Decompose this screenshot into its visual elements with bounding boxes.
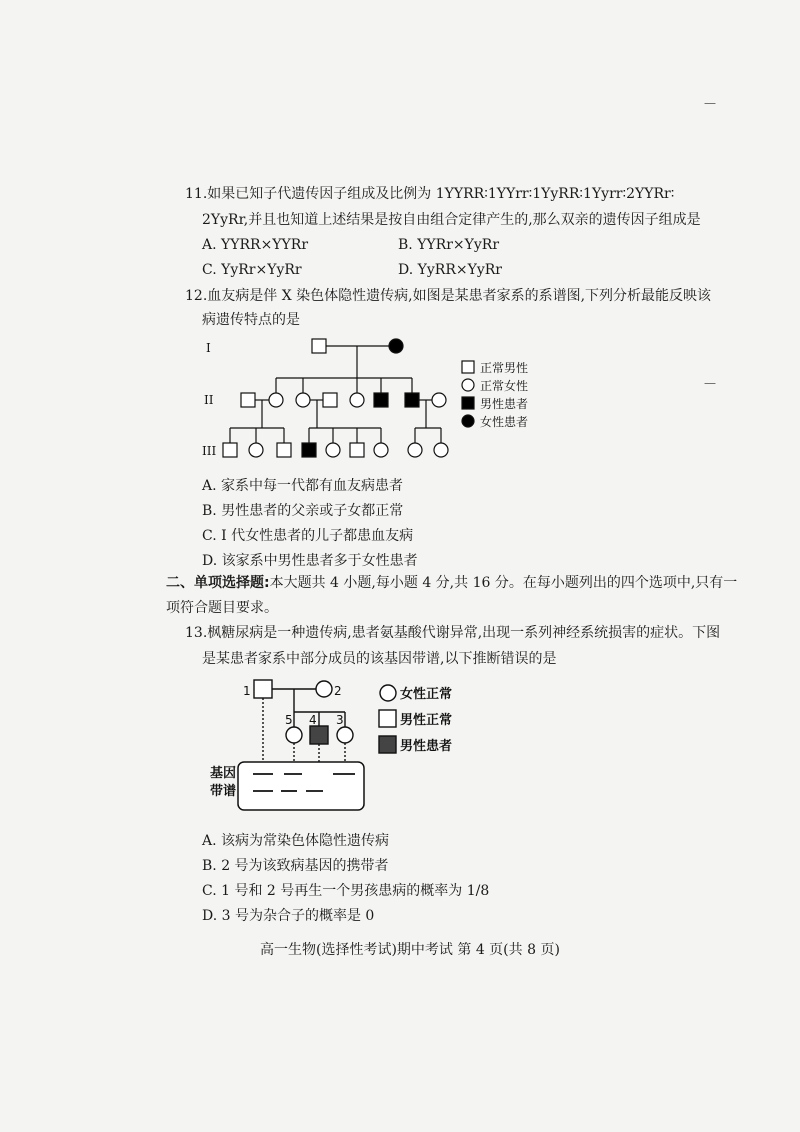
gen-label-1: I: [206, 341, 211, 355]
q11-stem-line1: 11.如果已知子代遗传因子组成及比例为 1YYRR∶1YYrr∶1YyRR∶1Yyrr∶2YYRr∶: [185, 186, 675, 202]
q13-option-a: A. 该病为常染色体隐性遗传病: [202, 833, 390, 849]
person-1-male-normal: [254, 680, 272, 698]
q12-stem-line1: 12.血友病是伴 X 染色体隐性遗传病,如图是某患者家系的系谱图,下列分析最能反映该: [185, 288, 712, 304]
q11-option-d: D. YyRR×YyRr: [398, 262, 502, 278]
q11-stem-line2: 2YyRr,并且也知道上述结果是按自由组合定律产生的,那么双亲的遗传因子组成是: [202, 212, 701, 228]
legend-male-affected: 男性患者: [480, 397, 529, 411]
section2-line2: 项符合题目要求。: [166, 600, 278, 616]
person-label-5: 5: [285, 713, 293, 727]
q12-option-b: B. 男性患者的父亲或子女都正常: [202, 503, 404, 519]
q13-stem-line1: 13.枫糖尿病是一种遗传病,患者氨基酸代谢异常,出现一系列神经系统损害的症状。下图: [185, 625, 721, 641]
person-2-female-normal: [316, 681, 332, 697]
q13-option-d: D. 3 号为杂合子的概率是 0: [202, 908, 375, 924]
q13-legend-male-affected: 男性患者: [400, 739, 453, 754]
q12-option-c: C. I 代女性患者的儿子都患血友病: [202, 528, 414, 544]
person-label-3: 3: [336, 713, 344, 727]
person-label-4: 4: [309, 713, 317, 727]
gen-label-3: III: [202, 444, 217, 458]
q12-option-a: A. 家系中每一代都有血友病患者: [202, 478, 404, 494]
section2-instructions: 本大题共 4 小题,每小题 4 分,共 16 分。在每小题列出的四个选项中,只有一: [269, 575, 738, 591]
person-3-female-normal: [337, 727, 353, 743]
band-label-gene: 基因: [210, 766, 237, 781]
legend-male-normal: 正常男性: [480, 361, 529, 375]
person-4-male-affected: [310, 726, 328, 744]
band-label-spectrum: 带谱: [210, 784, 237, 799]
margin-mark-mid: —: [704, 376, 716, 390]
gene-band-box: [238, 762, 364, 810]
q13-stem-line2: 是某患者家系中部分成员的该基因带谱,以下推断错误的是: [202, 651, 557, 667]
person-5-female-normal: [286, 727, 302, 743]
q13-option-b: B. 2 号为该致病基因的携带者: [202, 858, 389, 874]
margin-mark-top: —: [704, 96, 716, 110]
q13-legend-female-normal: 女性正常: [400, 687, 453, 702]
q11-option-b: B. YYRr×YyRr: [398, 237, 500, 253]
q12-stem-line2: 病遗传特点的是: [202, 312, 300, 328]
q11-option-a: A. YYRR×YYRr: [202, 237, 309, 253]
q13-legend-male-normal-symbol: [379, 710, 396, 727]
q12-option-d: D. 该家系中男性患者多于女性患者: [202, 553, 418, 569]
legend-female-normal: 正常女性: [480, 379, 529, 393]
person-label-2: 2: [334, 684, 342, 698]
q13-legend-male-affected-symbol: [379, 736, 396, 753]
section2-heading: 二、单项选择题:: [166, 575, 270, 591]
person-label-1: 1: [243, 684, 251, 698]
page-footer: 高一生物(选择性考试)期中考试 第 4 页(共 8 页): [260, 942, 560, 958]
q13-legend-female-normal-symbol: [380, 685, 396, 701]
q13-option-c: C. 1 号和 2 号再生一个男孩患病的概率为 1/8: [202, 883, 490, 899]
q11-option-c: C. YyRr×YyRr: [202, 262, 302, 278]
q13-legend-male-normal: 男性正常: [400, 713, 453, 728]
legend-female-affected: 女性患者: [480, 415, 529, 429]
gen-label-2: II: [204, 393, 214, 407]
